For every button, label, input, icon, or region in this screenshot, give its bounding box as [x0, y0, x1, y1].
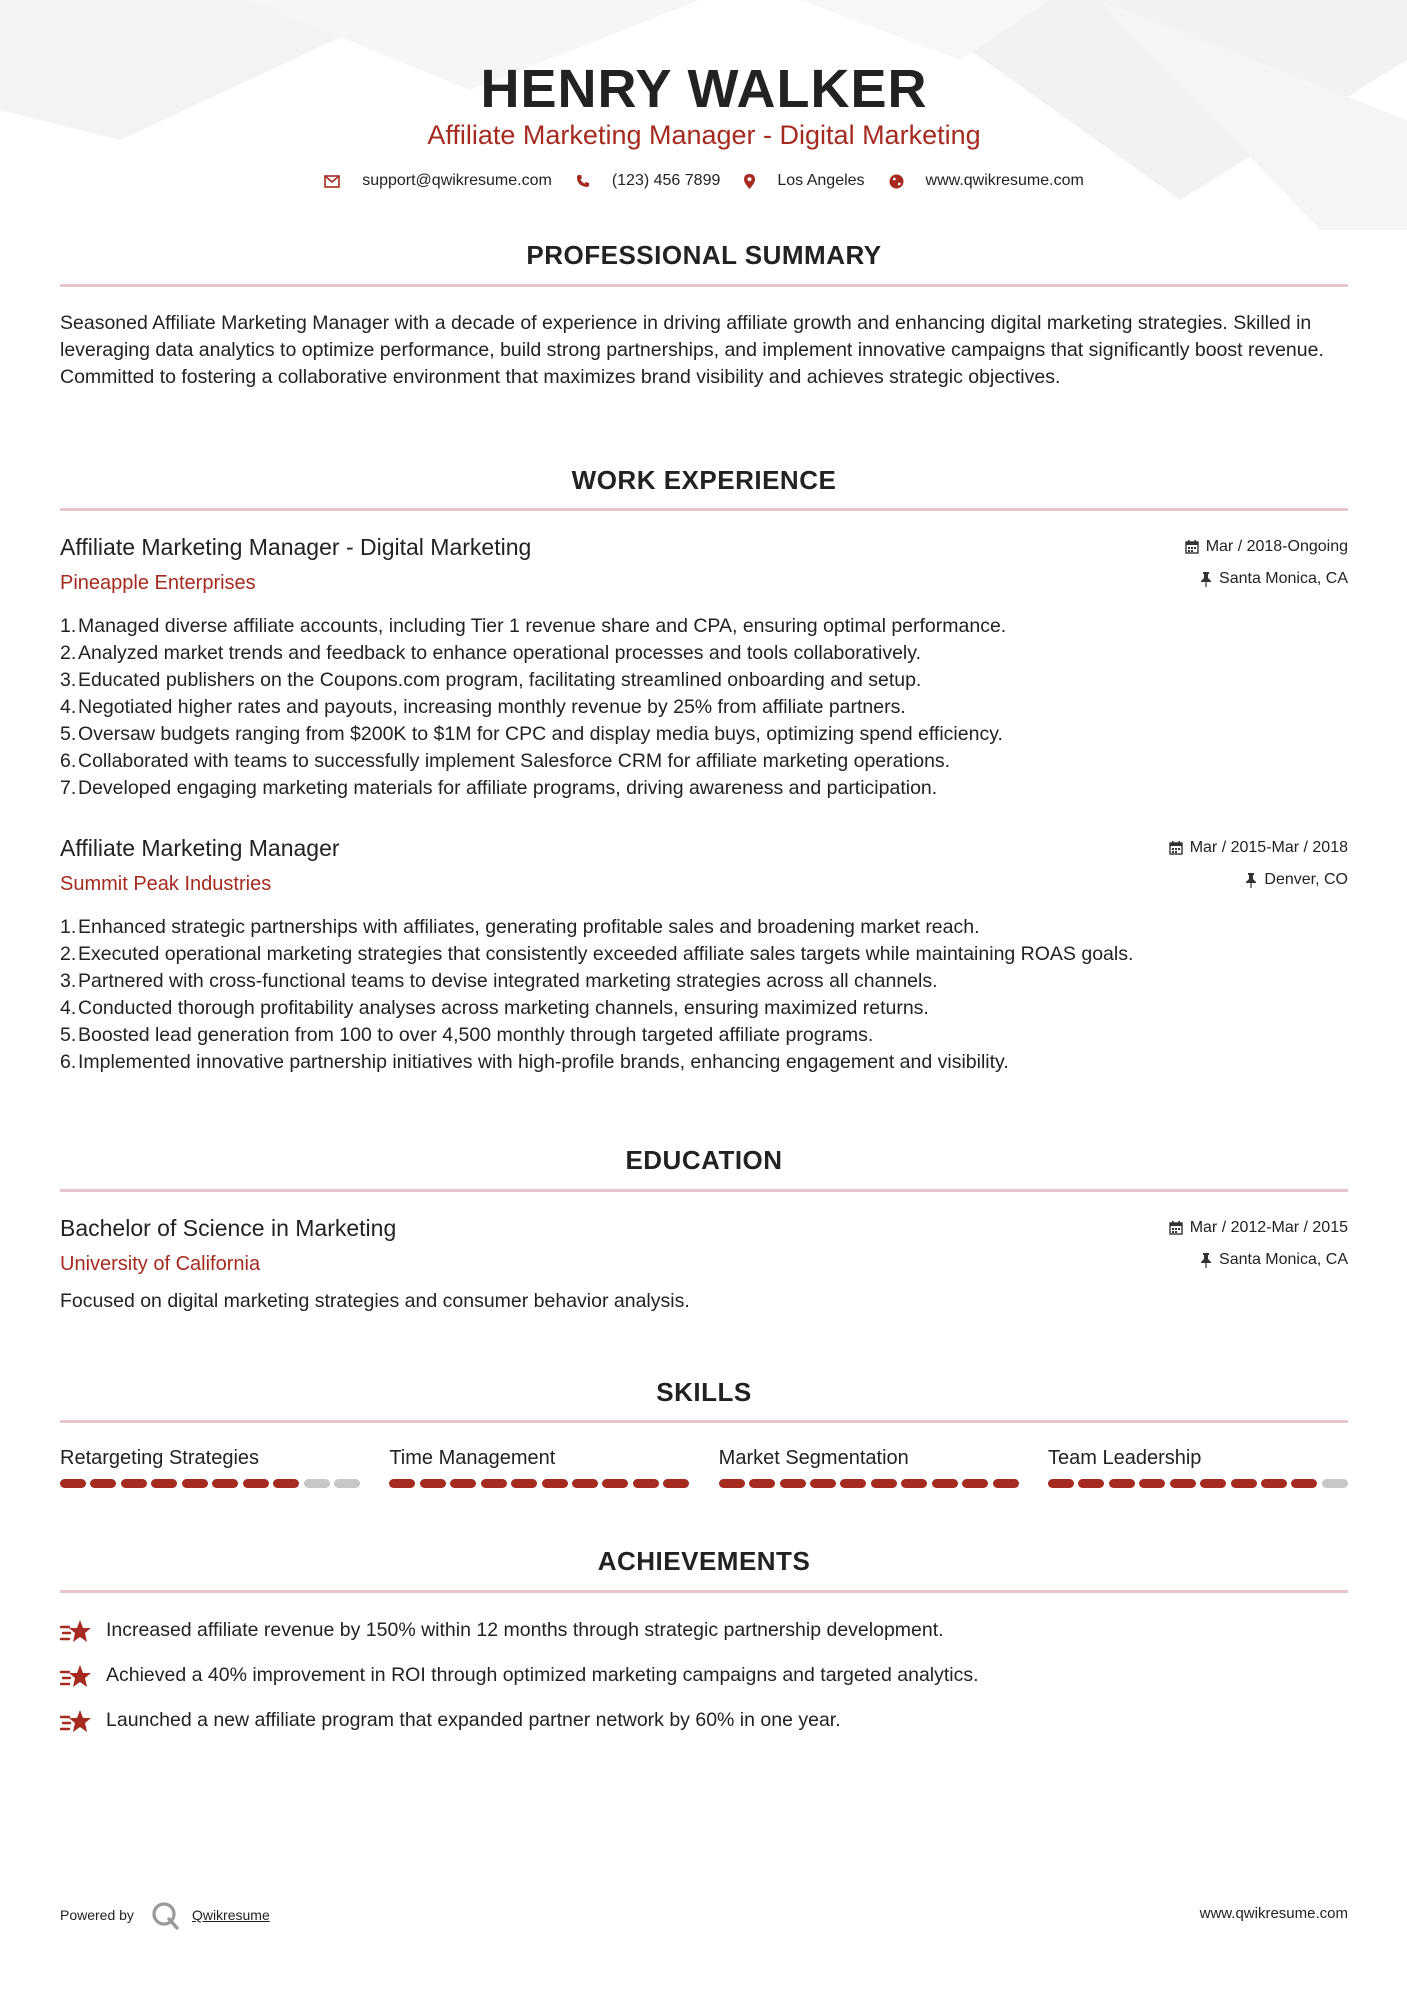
list-item: 2. Executed operational marketing strategies that consistently exceeded affiliate sales targets while maintaining ROAS goals.: [60, 941, 1133, 968]
skill-segment-filled: [932, 1479, 958, 1488]
education-location: [1200, 1251, 1348, 1269]
bullet-text: Boosted lead generation from 100 to over 4,500 monthly through targeted affiliate programs.: [78, 1024, 874, 1046]
education-degree: Bachelor of Science in Marketing: [60, 1215, 397, 1241]
skill-segment-filled: [572, 1479, 598, 1488]
qwikresume-link[interactable]: Qwikresume: [191, 1907, 270, 1923]
list-item: 5. Boosted lead generation from 100 to over 4,500 monthly through targeted affiliate programs.: [60, 1022, 1133, 1049]
skill-level-bar: [1048, 1479, 1348, 1488]
job-date: [1169, 839, 1348, 857]
education-date: [1169, 1219, 1348, 1237]
education-date-text: Mar / 2012-Mar / 2015: [1189, 1219, 1348, 1236]
skill-segment-filled: [151, 1479, 177, 1488]
education-location-text: Santa Monica, CA: [1219, 1251, 1348, 1268]
skill-segment-filled: [212, 1479, 238, 1488]
job-date-text: Mar / 2018-Ongoing: [1205, 538, 1348, 555]
skill-segment-filled: [420, 1479, 446, 1488]
globe-icon: [889, 174, 904, 189]
skill-segment-filled: [1200, 1479, 1226, 1488]
powered-by-label: Powered by: [60, 1907, 134, 1923]
skill-segment-filled: [1291, 1479, 1317, 1488]
achievements-list: [60, 1608, 1348, 1743]
bullet-text: Implemented innovative partnership initiatives with high-profile brands, enhancing engagement and visibility.: [78, 1051, 1009, 1073]
list-item: 7. Developed engaging marketing materials for affiliate programs, driving awareness and participation.: [60, 775, 1006, 802]
skill-segment-filled: [840, 1479, 866, 1488]
skill-segment-filled: [60, 1479, 86, 1488]
skill-name: Market Segmentation: [718, 1447, 909, 1469]
skill-segment-empty: [334, 1479, 360, 1488]
contact-phone-text: (123) 456 7899: [611, 172, 721, 189]
qwikresume-logo-icon: [150, 1900, 180, 1930]
star-icon: [60, 1663, 92, 1689]
experience-heading: WORK EXPERIENCE: [571, 465, 837, 495]
bullet-text: Negotiated higher rates and payouts, increasing monthly revenue by 25% from affiliate partners.: [78, 696, 906, 718]
skill-segment-filled: [871, 1479, 897, 1488]
skill-segment-filled: [90, 1479, 116, 1488]
skills-heading: SKILLS: [656, 1377, 752, 1407]
summary-divider: [60, 284, 1348, 287]
pushpin-icon: [1245, 873, 1257, 888]
skill-segment-filled: [602, 1479, 628, 1488]
list-item: 3. Partnered with cross-functional teams to devise integrated marketing strategies across all channels.: [60, 968, 1133, 995]
contact-email[interactable]: [324, 172, 552, 190]
bullet-text: Conducted thorough profitability analyses across marketing channels, ensuring maximized returns.: [78, 997, 929, 1019]
skill-segment-filled: [243, 1479, 269, 1488]
skill-item: [1048, 1447, 1348, 1488]
achievement-text: Achieved a 40% improvement in ROI through optimized marketing campaigns and targeted analytics.: [106, 1664, 979, 1686]
skills-list: [60, 1447, 1348, 1488]
skill-segment-filled: [450, 1479, 476, 1488]
candidate-role: Affiliate Marketing Manager - Digital Marketing: [427, 120, 981, 150]
skill-segment-filled: [719, 1479, 745, 1488]
job-location-text: Denver, CO: [1264, 871, 1348, 888]
skill-segment-filled: [511, 1479, 537, 1488]
experience-divider: [60, 508, 1348, 511]
pushpin-icon: [1200, 572, 1212, 587]
summary-text: Seasoned Affiliate Marketing Manager with a decade of experience in driving affiliate growth and enhancing digital marketing strategies. Skilled in leveraging data analytics to optimize performance, build strong partnerships, and implement innovative campaigns that significantly boost revenue. Committed to fostering a collaborative environment that maximizes brand visibility and achieves strategic objectives.: [60, 312, 1324, 388]
list-item: 6. Collaborated with teams to successfully implement Salesforce CRM for affiliate marketing operations.: [60, 748, 1006, 775]
contact-website[interactable]: [889, 172, 1084, 190]
education-divider: [60, 1189, 1348, 1192]
job-company: Summit Peak Industries: [60, 873, 272, 895]
skill-segment-filled: [1078, 1479, 1104, 1488]
star-icon: [60, 1708, 92, 1734]
star-icon: [60, 1618, 92, 1644]
list-item: [60, 1608, 1348, 1653]
list-item: 5. Oversaw budgets ranging from $200K to $1M for CPC and display media buys, optimizing spend efficiency.: [60, 721, 1006, 748]
contact-location-text: Los Angeles: [777, 172, 865, 189]
skill-segment-filled: [481, 1479, 507, 1488]
skill-segment-filled: [1170, 1479, 1196, 1488]
bullet-text: Educated publishers on the Coupons.com program, facilitating streamlined onboarding and setup.: [78, 669, 922, 691]
contact-bar: [60, 172, 1348, 190]
contact-phone[interactable]: [576, 172, 721, 190]
bullet-text: Developed engaging marketing materials for affiliate programs, driving awareness and participation.: [78, 777, 938, 799]
skill-name: Team Leadership: [1047, 1447, 1202, 1469]
skill-segment-filled: [901, 1479, 927, 1488]
pushpin-icon: [1200, 1253, 1212, 1268]
job-date: [1185, 538, 1348, 556]
achievements-divider: [60, 1590, 1348, 1593]
bullet-text: Collaborated with teams to successfully implement Salesforce CRM for affiliate marketing operations.: [78, 750, 951, 772]
footer-powered-by: [60, 1900, 270, 1930]
list-item: 1. Enhanced strategic partnerships with affiliates, generating profitable sales and broadening market reach.: [60, 914, 1133, 941]
skill-segment-filled: [273, 1479, 299, 1488]
calendar-icon: [1185, 540, 1199, 554]
list-item: [60, 1698, 1348, 1743]
skill-segment-filled: [182, 1479, 208, 1488]
calendar-icon: [1169, 841, 1183, 855]
list-item: 4. Conducted thorough profitability analyses across marketing channels, ensuring maximized returns.: [60, 995, 1133, 1022]
skill-segment-filled: [749, 1479, 775, 1488]
list-item: 4. Negotiated higher rates and payouts, increasing monthly revenue by 25% from affiliate partners.: [60, 694, 1006, 721]
skill-item: [389, 1447, 689, 1488]
contact-website-text: www.qwikresume.com: [925, 172, 1084, 189]
skill-segment-filled: [389, 1479, 415, 1488]
skill-segment-filled: [1109, 1479, 1135, 1488]
list-item: 2. Analyzed market trends and feedback to enhance operational processes and tools collaboratively.: [60, 640, 1006, 667]
bullet-text: Partnered with cross-functional teams to devise integrated marketing strategies across all channels.: [78, 970, 938, 992]
skill-segment-filled: [121, 1479, 147, 1488]
skill-level-bar: [719, 1479, 1019, 1488]
skill-segment-filled: [993, 1479, 1019, 1488]
skill-segment-filled: [1139, 1479, 1165, 1488]
bullet-text: Enhanced strategic partnerships with affiliates, generating profitable sales and broadening market reach.: [78, 916, 980, 938]
skill-segment-filled: [962, 1479, 988, 1488]
skill-item: [60, 1447, 360, 1488]
job-company: Pineapple Enterprises: [60, 572, 256, 594]
skill-segment-filled: [810, 1479, 836, 1488]
skill-segment-filled: [633, 1479, 659, 1488]
education-school: University of California: [60, 1253, 261, 1275]
list-item: 6. Implemented innovative partnership initiatives with high-profile brands, enhancing engagement and visibility.: [60, 1049, 1133, 1076]
achievements-heading: ACHIEVEMENTS: [597, 1546, 811, 1576]
list-item: 3. Educated publishers on the Coupons.com program, facilitating streamlined onboarding and setup.: [60, 667, 1006, 694]
achievement-text: Launched a new affiliate program that expanded partner network by 60% in one year.: [106, 1709, 841, 1731]
calendar-icon: [1169, 1221, 1183, 1235]
achievement-text: Increased affiliate revenue by 150% within 12 months through strategic partnership development.: [106, 1619, 944, 1641]
candidate-name: HENRY WALKER: [480, 59, 928, 119]
summary-heading: PROFESSIONAL SUMMARY: [526, 240, 882, 270]
contact-location: [744, 172, 864, 190]
list-item: [60, 1653, 1348, 1698]
skill-segment-filled: [542, 1479, 568, 1488]
skill-segment-filled: [1231, 1479, 1257, 1488]
job-location: [1200, 570, 1348, 588]
skill-name: Retargeting Strategies: [60, 1447, 260, 1469]
bullet-text: Analyzed market trends and feedback to enhance operational processes and tools collaboratively.: [78, 642, 921, 664]
contact-email-text: support@qwikresume.com: [362, 172, 552, 189]
bullet-text: Executed operational marketing strategies that consistently exceeded affiliate sales targets while maintaining ROAS goals.: [78, 943, 1134, 965]
skill-name: Time Management: [389, 1447, 556, 1469]
job-date-text: Mar / 2015-Mar / 2018: [1189, 839, 1348, 856]
job-location-text: Santa Monica, CA: [1219, 570, 1348, 587]
skill-segment-filled: [780, 1479, 806, 1488]
job-bullets: [60, 613, 1006, 802]
job-location: [1245, 871, 1348, 889]
skill-level-bar: [60, 1479, 360, 1488]
envelope-icon: [324, 175, 340, 188]
skill-segment-empty: [304, 1479, 330, 1488]
skills-divider: [60, 1420, 1348, 1423]
job-title: Affiliate Marketing Manager: [60, 835, 340, 861]
bullet-text: Managed diverse affiliate accounts, including Tier 1 revenue share and CPA, ensuring optimal performance.: [78, 615, 1007, 637]
education-description: Focused on digital marketing strategies and consumer behavior analysis.: [60, 1290, 690, 1312]
skill-level-bar: [389, 1479, 689, 1488]
bullet-text: Oversaw budgets ranging from $200K to $1M for CPC and display media buys, optimizing spend efficiency.: [78, 723, 1003, 745]
list-item: 1. Managed diverse affiliate accounts, including Tier 1 revenue share and CPA, ensuring optimal performance.: [60, 613, 1006, 640]
skill-segment-empty: [1322, 1479, 1348, 1488]
job-bullets: [60, 914, 1133, 1076]
map-pin-icon: [744, 174, 755, 189]
skill-item: [719, 1447, 1019, 1488]
skill-segment-filled: [1048, 1479, 1074, 1488]
education-heading: EDUCATION: [625, 1145, 783, 1175]
skill-segment-filled: [663, 1479, 689, 1488]
job-title: Affiliate Marketing Manager - Digital Marketing: [60, 534, 532, 560]
skill-segment-filled: [1261, 1479, 1287, 1488]
footer-website[interactable]: www.qwikresume.com: [1199, 1905, 1348, 1922]
phone-icon: [576, 174, 590, 188]
